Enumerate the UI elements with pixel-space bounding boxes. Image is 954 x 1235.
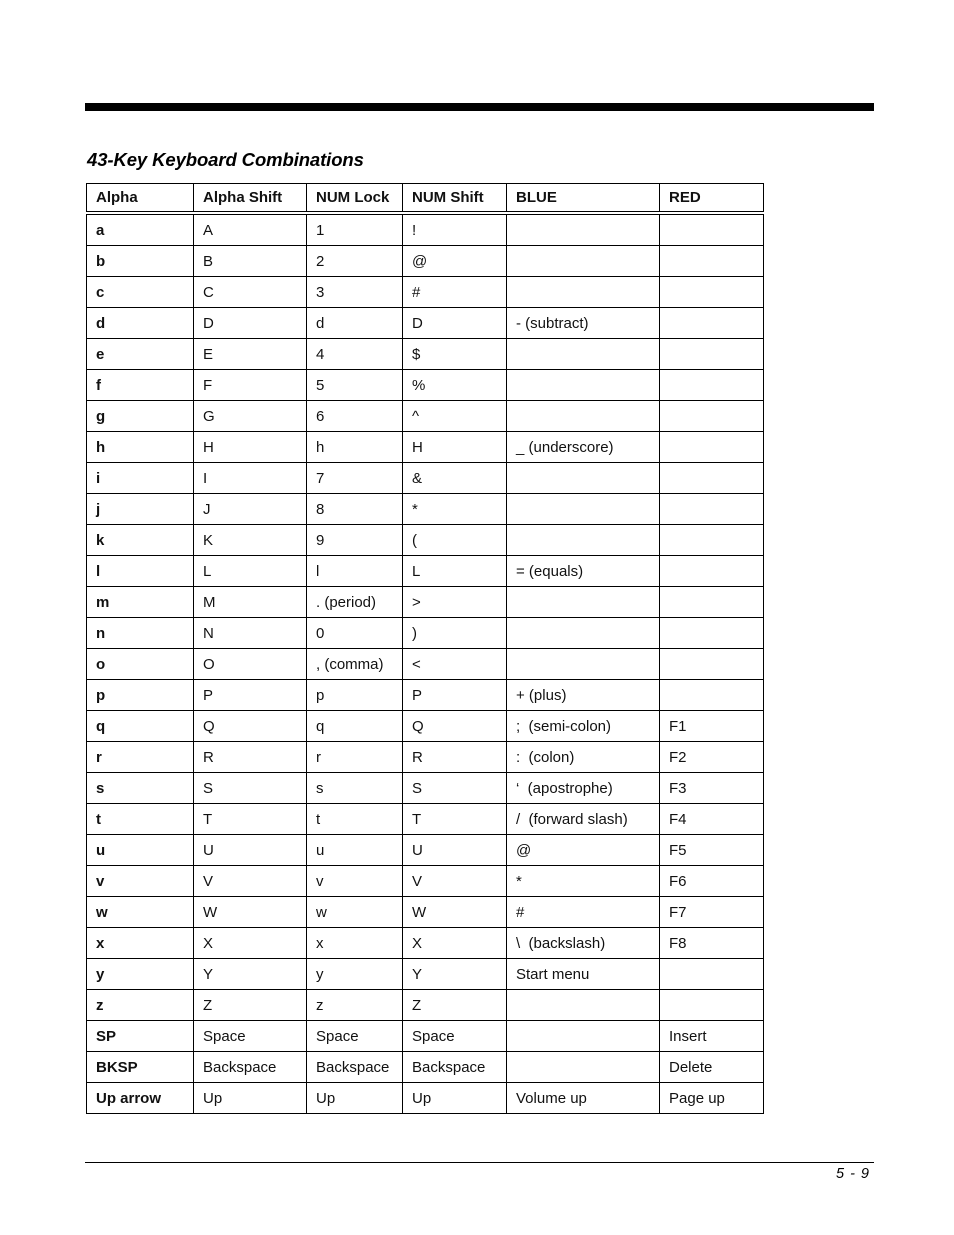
table-row xyxy=(87,401,764,432)
cell-num-lock: 3 xyxy=(307,277,403,308)
cell-alpha: j xyxy=(87,494,194,525)
column-header-alpha-shift: Alpha Shift xyxy=(194,184,307,214)
cell-alpha: h xyxy=(87,432,194,463)
cell-red: F4 xyxy=(660,804,764,835)
cell-alpha: g xyxy=(87,401,194,432)
cell-alpha-shift: U xyxy=(194,835,307,866)
cell-blue xyxy=(507,401,660,432)
column-header-blue: BLUE xyxy=(507,184,660,214)
cell-blue xyxy=(507,339,660,370)
cell-alpha-shift: C xyxy=(194,277,307,308)
cell-num-lock: 2 xyxy=(307,246,403,277)
cell-num-lock: x xyxy=(307,928,403,959)
cell-num-lock: d xyxy=(307,308,403,339)
cell-alpha-shift: R xyxy=(194,742,307,773)
cell-num-shift: ^ xyxy=(403,401,507,432)
cell-alpha: b xyxy=(87,246,194,277)
cell-alpha: e xyxy=(87,339,194,370)
cell-red xyxy=(660,556,764,587)
cell-num-shift: < xyxy=(403,649,507,680)
cell-red: F8 xyxy=(660,928,764,959)
cell-alpha: n xyxy=(87,618,194,649)
cell-red: F2 xyxy=(660,742,764,773)
cell-num-shift: ! xyxy=(403,213,507,246)
cell-alpha: a xyxy=(87,213,194,246)
cell-num-lock: . (period) xyxy=(307,587,403,618)
cell-red xyxy=(660,990,764,1021)
cell-red xyxy=(660,432,764,463)
column-header-red: RED xyxy=(660,184,764,214)
table-row xyxy=(87,246,764,277)
cell-alpha-shift: W xyxy=(194,897,307,928)
cell-num-lock: Space xyxy=(307,1021,403,1052)
cell-num-shift: % xyxy=(403,370,507,401)
keyboard-combinations-table xyxy=(86,183,764,1114)
cell-blue xyxy=(507,213,660,246)
table-row xyxy=(87,680,764,711)
cell-alpha-shift: Backspace xyxy=(194,1052,307,1083)
cell-num-shift: U xyxy=(403,835,507,866)
table-row xyxy=(87,213,764,246)
cell-num-shift: Y xyxy=(403,959,507,990)
table-row xyxy=(87,494,764,525)
cell-blue xyxy=(507,246,660,277)
table-row xyxy=(87,339,764,370)
cell-blue: ‘ (apostrophe) xyxy=(507,773,660,804)
table-row xyxy=(87,897,764,928)
cell-blue: / (forward slash) xyxy=(507,804,660,835)
cell-alpha: i xyxy=(87,463,194,494)
cell-num-lock: r xyxy=(307,742,403,773)
table-row xyxy=(87,835,764,866)
cell-alpha: y xyxy=(87,959,194,990)
cell-alpha-shift: Up xyxy=(194,1083,307,1114)
cell-alpha-shift: N xyxy=(194,618,307,649)
cell-alpha-shift: D xyxy=(194,308,307,339)
cell-num-lock: u xyxy=(307,835,403,866)
cell-num-lock: 1 xyxy=(307,213,403,246)
cell-num-lock: 4 xyxy=(307,339,403,370)
cell-blue: Start menu xyxy=(507,959,660,990)
cell-num-shift: ) xyxy=(403,618,507,649)
cell-num-lock: Up xyxy=(307,1083,403,1114)
column-header-num-lock: NUM Lock xyxy=(307,184,403,214)
bottom-rule xyxy=(85,1162,874,1163)
cell-alpha-shift: T xyxy=(194,804,307,835)
table-header-row xyxy=(87,184,764,214)
cell-num-lock: q xyxy=(307,711,403,742)
cell-red: Insert xyxy=(660,1021,764,1052)
cell-alpha: BKSP xyxy=(87,1052,194,1083)
cell-num-lock: 8 xyxy=(307,494,403,525)
cell-num-shift: Space xyxy=(403,1021,507,1052)
cell-alpha: Up arrow xyxy=(87,1083,194,1114)
cell-num-shift: $ xyxy=(403,339,507,370)
cell-alpha-shift: Z xyxy=(194,990,307,1021)
cell-num-shift: S xyxy=(403,773,507,804)
cell-red xyxy=(660,959,764,990)
cell-blue: : (colon) xyxy=(507,742,660,773)
cell-red: Page up xyxy=(660,1083,764,1114)
cell-num-lock: h xyxy=(307,432,403,463)
cell-alpha-shift: J xyxy=(194,494,307,525)
cell-blue: = (equals) xyxy=(507,556,660,587)
cell-red: F7 xyxy=(660,897,764,928)
cell-alpha-shift: B xyxy=(194,246,307,277)
cell-num-lock: 5 xyxy=(307,370,403,401)
top-rule xyxy=(85,103,874,111)
cell-blue: \ (backslash) xyxy=(507,928,660,959)
table-row xyxy=(87,742,764,773)
cell-red xyxy=(660,525,764,556)
cell-num-shift: T xyxy=(403,804,507,835)
cell-red: Delete xyxy=(660,1052,764,1083)
cell-alpha-shift: X xyxy=(194,928,307,959)
table-row xyxy=(87,1021,764,1052)
cell-red: F5 xyxy=(660,835,764,866)
cell-alpha: z xyxy=(87,990,194,1021)
table-row xyxy=(87,649,764,680)
cell-num-shift: Z xyxy=(403,990,507,1021)
cell-alpha: r xyxy=(87,742,194,773)
column-header-alpha: Alpha xyxy=(87,184,194,214)
cell-num-lock: 0 xyxy=(307,618,403,649)
cell-num-shift: R xyxy=(403,742,507,773)
cell-red xyxy=(660,649,764,680)
cell-blue xyxy=(507,990,660,1021)
cell-red xyxy=(660,618,764,649)
cell-alpha: x xyxy=(87,928,194,959)
table-row xyxy=(87,618,764,649)
cell-blue xyxy=(507,277,660,308)
cell-red xyxy=(660,587,764,618)
cell-num-shift: D xyxy=(403,308,507,339)
cell-red xyxy=(660,308,764,339)
cell-alpha-shift: M xyxy=(194,587,307,618)
table-row xyxy=(87,990,764,1021)
cell-red xyxy=(660,370,764,401)
cell-red xyxy=(660,494,764,525)
cell-num-shift: Up xyxy=(403,1083,507,1114)
cell-num-shift: Backspace xyxy=(403,1052,507,1083)
cell-num-lock: v xyxy=(307,866,403,897)
cell-num-shift: W xyxy=(403,897,507,928)
cell-red: F1 xyxy=(660,711,764,742)
cell-alpha: c xyxy=(87,277,194,308)
cell-red xyxy=(660,277,764,308)
section-title: 43-Key Keyboard Combinations xyxy=(87,149,364,170)
cell-alpha: u xyxy=(87,835,194,866)
cell-alpha: w xyxy=(87,897,194,928)
cell-num-lock: l xyxy=(307,556,403,587)
table-row xyxy=(87,1052,764,1083)
cell-alpha-shift: H xyxy=(194,432,307,463)
cell-blue xyxy=(507,370,660,401)
cell-num-lock: z xyxy=(307,990,403,1021)
cell-blue xyxy=(507,1021,660,1052)
cell-alpha-shift: F xyxy=(194,370,307,401)
cell-num-shift: V xyxy=(403,866,507,897)
cell-blue: * xyxy=(507,866,660,897)
cell-alpha-shift: Y xyxy=(194,959,307,990)
table-row xyxy=(87,556,764,587)
cell-num-shift: * xyxy=(403,494,507,525)
cell-num-lock: 6 xyxy=(307,401,403,432)
cell-red: F6 xyxy=(660,866,764,897)
table-row xyxy=(87,804,764,835)
cell-blue xyxy=(507,587,660,618)
table-row xyxy=(87,773,764,804)
cell-red xyxy=(660,246,764,277)
table-row xyxy=(87,711,764,742)
cell-alpha-shift: G xyxy=(194,401,307,432)
cell-num-shift: # xyxy=(403,277,507,308)
cell-num-shift: @ xyxy=(403,246,507,277)
page-number: 5 - 9 xyxy=(835,1166,870,1182)
cell-blue: Volume up xyxy=(507,1083,660,1114)
cell-num-lock: , (comma) xyxy=(307,649,403,680)
cell-red xyxy=(660,339,764,370)
cell-blue: # xyxy=(507,897,660,928)
cell-num-lock: 7 xyxy=(307,463,403,494)
table-row xyxy=(87,370,764,401)
cell-num-shift: X xyxy=(403,928,507,959)
cell-blue: _ (underscore) xyxy=(507,432,660,463)
cell-alpha: t xyxy=(87,804,194,835)
cell-num-shift: L xyxy=(403,556,507,587)
cell-num-shift: > xyxy=(403,587,507,618)
cell-blue xyxy=(507,649,660,680)
cell-alpha: k xyxy=(87,525,194,556)
table-row xyxy=(87,959,764,990)
cell-blue xyxy=(507,525,660,556)
cell-blue: @ xyxy=(507,835,660,866)
cell-alpha-shift: L xyxy=(194,556,307,587)
table-body xyxy=(87,213,764,1114)
cell-num-lock: 9 xyxy=(307,525,403,556)
table-row xyxy=(87,525,764,556)
cell-alpha: d xyxy=(87,308,194,339)
cell-num-shift: ( xyxy=(403,525,507,556)
cell-red xyxy=(660,680,764,711)
cell-num-lock: p xyxy=(307,680,403,711)
cell-red: F3 xyxy=(660,773,764,804)
cell-num-shift: P xyxy=(403,680,507,711)
cell-num-shift: & xyxy=(403,463,507,494)
cell-blue xyxy=(507,463,660,494)
cell-alpha: q xyxy=(87,711,194,742)
cell-blue: + (plus) xyxy=(507,680,660,711)
cell-alpha-shift: P xyxy=(194,680,307,711)
cell-alpha-shift: Space xyxy=(194,1021,307,1052)
cell-num-shift: H xyxy=(403,432,507,463)
table-row xyxy=(87,928,764,959)
cell-alpha: m xyxy=(87,587,194,618)
table-row xyxy=(87,866,764,897)
table-row xyxy=(87,463,764,494)
table-row xyxy=(87,308,764,339)
cell-alpha-shift: A xyxy=(194,213,307,246)
cell-num-shift: Q xyxy=(403,711,507,742)
cell-alpha: l xyxy=(87,556,194,587)
cell-red xyxy=(660,463,764,494)
cell-alpha-shift: K xyxy=(194,525,307,556)
cell-blue: - (subtract) xyxy=(507,308,660,339)
cell-alpha: v xyxy=(87,866,194,897)
column-header-num-shift: NUM Shift xyxy=(403,184,507,214)
cell-num-lock: y xyxy=(307,959,403,990)
cell-red xyxy=(660,213,764,246)
cell-alpha: s xyxy=(87,773,194,804)
cell-blue xyxy=(507,494,660,525)
cell-alpha-shift: Q xyxy=(194,711,307,742)
cell-num-lock: Backspace xyxy=(307,1052,403,1083)
cell-num-lock: s xyxy=(307,773,403,804)
cell-blue: ; (semi-colon) xyxy=(507,711,660,742)
table-row xyxy=(87,432,764,463)
table-row xyxy=(87,1083,764,1114)
cell-alpha-shift: V xyxy=(194,866,307,897)
cell-red xyxy=(660,401,764,432)
cell-blue xyxy=(507,618,660,649)
table-row xyxy=(87,587,764,618)
cell-alpha-shift: I xyxy=(194,463,307,494)
cell-alpha: f xyxy=(87,370,194,401)
cell-alpha-shift: E xyxy=(194,339,307,370)
cell-num-lock: t xyxy=(307,804,403,835)
cell-alpha: o xyxy=(87,649,194,680)
cell-alpha: p xyxy=(87,680,194,711)
cell-alpha-shift: S xyxy=(194,773,307,804)
cell-num-lock: w xyxy=(307,897,403,928)
cell-alpha-shift: O xyxy=(194,649,307,680)
cell-alpha: SP xyxy=(87,1021,194,1052)
cell-blue xyxy=(507,1052,660,1083)
table-row xyxy=(87,277,764,308)
